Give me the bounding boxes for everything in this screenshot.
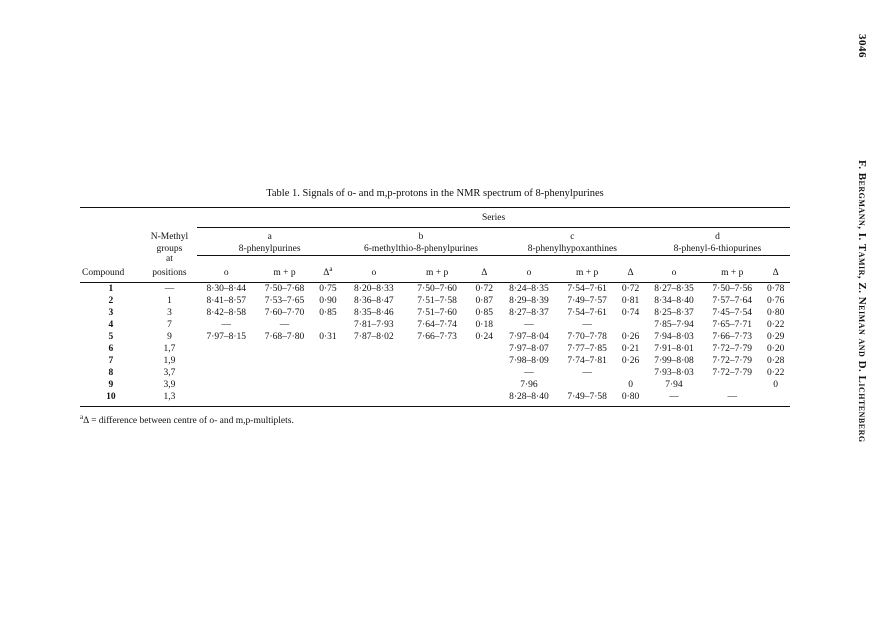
table-cell: 0·31: [319, 332, 337, 343]
nmr-table: [80, 208, 790, 403]
methyl-positions: 1,3: [163, 392, 176, 403]
table-footnote: [80, 413, 790, 426]
compound-number: 9: [108, 380, 114, 391]
compound-header: Compound: [82, 268, 125, 279]
table-cell: 7·54–7·61: [567, 308, 607, 319]
table-cell: 0: [628, 380, 633, 391]
table-cell: [314, 367, 343, 379]
table-cell: [342, 343, 405, 355]
table-cell: 7·65–7·71: [712, 320, 752, 331]
table-cell: —: [582, 320, 592, 331]
table-cell: 7·91–8·01: [654, 344, 694, 355]
table-cell: 7·77–7·85: [567, 344, 607, 355]
table-cell: 7·94–8·03: [654, 332, 694, 343]
table-cell: 8·36–8·47: [354, 296, 394, 307]
nmr-table-block: [80, 188, 790, 426]
table-cell: 0·22: [766, 320, 785, 331]
table-cell: 7·53–7·65: [264, 296, 305, 307]
table-cell: [314, 391, 343, 403]
table-cell: 7·50–7·60: [417, 284, 457, 295]
sub-mp-c: m + p: [576, 268, 599, 279]
running-head: F. Bergmann, I. Tamir, Z. Neiman and D. Lichtenberg: [856, 160, 868, 443]
table-row: [80, 307, 790, 319]
table-cell: [197, 343, 255, 355]
table-cell: 0·74: [621, 308, 640, 319]
table-cell: 7·97–8·07: [509, 344, 549, 355]
series-a-letter: a: [267, 231, 272, 242]
table-cell: —: [524, 368, 534, 379]
table-cell: 7·68–7·80: [264, 332, 305, 343]
table-cell: 0·90: [319, 296, 337, 307]
table-cell: 8·27–8·35: [654, 284, 694, 295]
sub-o-d: o: [671, 268, 677, 279]
table-cell: 7·49–7·58: [567, 392, 607, 403]
series-c-letter: c: [570, 231, 575, 242]
table-cell: —: [221, 320, 232, 331]
methyl-positions: 1,9: [163, 356, 176, 367]
table-cell: 0·22: [766, 368, 785, 379]
table-cell: [314, 343, 343, 355]
sub-o-a: o: [223, 268, 229, 279]
methyl-positions: 3,7: [163, 368, 176, 379]
table-cell: 7·81–7·93: [354, 320, 394, 331]
table-cell: [405, 343, 468, 355]
methyl-positions: —: [164, 284, 175, 295]
table-cell: 7·97–8·15: [206, 332, 247, 343]
table-cell: 7·72–7·79: [712, 356, 752, 367]
table-cell: [405, 355, 468, 367]
table-cell: 0·85: [475, 308, 493, 319]
table-cell: 0·26: [621, 332, 640, 343]
table-cell: 0·80: [621, 392, 640, 403]
table-cell: 7·87–8·02: [354, 332, 394, 343]
table-cell: 0·80: [766, 308, 785, 319]
table-cell: 8·29–8·39: [509, 296, 549, 307]
compound-number: 3: [108, 308, 114, 319]
table-cell: 0·26: [621, 356, 640, 367]
footnote-mark: a: [80, 413, 84, 422]
table-cell: [558, 379, 616, 391]
table-cell: 8·41–8·57: [206, 296, 247, 307]
series-a-name: 8-phenylpurines: [197, 243, 342, 256]
sub-delta-a: [314, 263, 343, 279]
table-row: [80, 343, 790, 355]
sub-delta-a-symbol: Δ: [323, 268, 330, 279]
table-cell: 0·81: [621, 296, 640, 307]
table-cell: 7·74–7·81: [567, 356, 607, 367]
table-cell: 8·34–8·40: [654, 296, 694, 307]
series-d-letter: d: [715, 231, 720, 242]
table-cell: [255, 379, 313, 391]
compound-number: 7: [108, 356, 114, 367]
table-cell: 7·70–7·78: [567, 332, 607, 343]
table-cell: [197, 379, 255, 391]
table-cell: 7·94: [665, 380, 683, 391]
table-cell: 0·76: [766, 296, 785, 307]
table-cell: 7·99–8·08: [654, 356, 694, 367]
table-cell: 7·85–7·94: [654, 320, 694, 331]
table-cell: 7·57–7·64: [712, 296, 752, 307]
methyl-positions: 3,9: [163, 380, 176, 391]
table-cell: [761, 391, 790, 403]
nmr-table-body: [80, 283, 790, 403]
bottom-rule: [80, 406, 790, 407]
table-cell: 0·72: [475, 284, 493, 295]
table-cell: [255, 355, 313, 367]
table-cell: [469, 379, 500, 391]
table-cell: 7·50–7·56: [712, 284, 752, 295]
compound-number: 5: [108, 332, 114, 343]
table-cell: [342, 391, 405, 403]
table-cell: —: [669, 392, 679, 403]
sub-mp-d: m + p: [721, 268, 744, 279]
table-cell: 8·27–8·37: [509, 308, 549, 319]
compound-number: 2: [108, 296, 114, 307]
table-cell: [405, 379, 468, 391]
table-cell: [616, 367, 645, 379]
sub-o-b: o: [371, 268, 377, 279]
methyl-positions: 7: [167, 320, 172, 331]
methyl-header-line4: positions: [152, 268, 187, 279]
table-cell: [314, 379, 343, 391]
table-cell: 8·25–8·37: [654, 308, 694, 319]
table-cell: 0·75: [319, 284, 337, 295]
table-cell: 7·72–7·79: [712, 368, 752, 379]
table-cell: —: [279, 320, 290, 331]
series-header: Series: [197, 208, 790, 228]
table-row: [80, 379, 790, 391]
compound-number: 6: [108, 344, 114, 355]
table-cell: —: [582, 368, 592, 379]
table-cell: [197, 355, 255, 367]
table-cell: [616, 319, 645, 331]
table-cell: 7·96: [520, 380, 538, 391]
page-number: 3046: [856, 34, 868, 58]
sub-delta-d: Δ: [772, 268, 779, 279]
table-cell: 8·28–8·40: [509, 392, 549, 403]
table-cell: 7·54–7·61: [567, 284, 607, 295]
table-cell: [314, 319, 343, 331]
table-cell: 0·21: [621, 344, 640, 355]
compound-number: 8: [108, 368, 114, 379]
table-cell: 8·24–8·35: [509, 284, 549, 295]
sub-delta-c: Δ: [627, 268, 634, 279]
table-cell: 7·97–8·04: [509, 332, 549, 343]
table-cell: 8·35–8·46: [354, 308, 394, 319]
table-cell: 7·60–7·70: [264, 308, 305, 319]
table-cell: 7·93–8·03: [654, 368, 694, 379]
table-cell: 0: [773, 380, 779, 391]
sub-mp-b: m + p: [425, 268, 449, 279]
table-cell: 7·50–7·68: [264, 284, 305, 295]
table-cell: 0·87: [475, 296, 493, 307]
table-cell: 7·64–7·74: [417, 320, 457, 331]
table-row: [80, 283, 790, 295]
table-cell: [342, 379, 405, 391]
table-cell: —: [727, 392, 737, 403]
table-cell: 7·45–7·54: [712, 308, 752, 319]
table-cell: [255, 343, 313, 355]
table-cell: 0·72: [621, 284, 640, 295]
series-c-name: 8-phenylhypoxanthines: [500, 243, 645, 256]
table-row: [80, 391, 790, 403]
table-cell: 0·18: [475, 320, 493, 331]
methyl-positions: 1: [167, 296, 172, 307]
table-cell: 0·29: [766, 332, 785, 343]
table-cell: [405, 391, 468, 403]
compound-number: 4: [108, 320, 114, 331]
table-cell: [469, 343, 500, 355]
methyl-positions: 9: [167, 332, 172, 343]
compound-number: 1: [108, 284, 114, 295]
table-cell: 7·49–7·57: [567, 296, 607, 307]
series-b-letter: b: [418, 231, 424, 242]
sub-o-c: o: [526, 268, 532, 279]
table-cell: 0·78: [766, 284, 785, 295]
table-cell: —: [524, 320, 534, 331]
sub-mp-a: m + p: [273, 268, 296, 279]
table-cell: 8·20–8·33: [354, 284, 394, 295]
table-cell: 7·51–7·58: [417, 296, 457, 307]
table-cell: 0·24: [475, 332, 493, 343]
methyl-positions: 1,7: [163, 344, 176, 355]
methyl-header-line2: groups: [156, 244, 183, 254]
table-cell: 7·66–7·73: [712, 332, 752, 343]
footnote-text: Δ = difference between centre of o- and m,p-multiplets.: [83, 416, 294, 427]
table-cell: [469, 355, 500, 367]
series-b-name: 6-methylthio-8-phenylpurines: [342, 243, 500, 256]
table-cell: 7·51–7·60: [417, 308, 457, 319]
compound-number: 10: [106, 392, 116, 403]
series-d-name: 8-phenyl-6-thiopurines: [645, 243, 790, 256]
table-cell: 7·72–7·79: [712, 344, 752, 355]
table-caption: Table 1. Signals of o- and m,p-protons in the NMR spectrum of 8-phenylpurines: [266, 188, 604, 199]
table-row: [80, 331, 790, 343]
table-row: [80, 355, 790, 367]
table-cell: [405, 367, 468, 379]
table-cell: [469, 391, 500, 403]
table-cell: [197, 367, 255, 379]
table-cell: [703, 379, 761, 391]
table-cell: 8·42–8·58: [206, 308, 247, 319]
table-row: [80, 295, 790, 307]
methyl-positions: 3: [167, 308, 172, 319]
methyl-header-line1: N-Methyl: [150, 231, 189, 242]
table-cell: [314, 355, 343, 367]
table-cell: [197, 391, 255, 403]
table-row: [80, 367, 790, 379]
table-cell: [255, 391, 313, 403]
methyl-header-line3: at: [166, 254, 173, 264]
table-cell: 8·30–8·44: [206, 284, 247, 295]
table-cell: [255, 367, 313, 379]
table-cell: 7·66–7·73: [417, 332, 457, 343]
table-cell: [469, 367, 500, 379]
table-cell: 0·85: [319, 308, 337, 319]
table-cell: 7·98–8·09: [509, 356, 549, 367]
sub-delta-b: Δ: [481, 268, 488, 279]
table-cell: [342, 367, 405, 379]
sub-delta-footnote-mark: a: [329, 265, 333, 273]
table-row: [80, 319, 790, 331]
table-cell: 0·20: [766, 344, 785, 355]
table-cell: 0·28: [766, 356, 785, 367]
table-cell: [342, 355, 405, 367]
